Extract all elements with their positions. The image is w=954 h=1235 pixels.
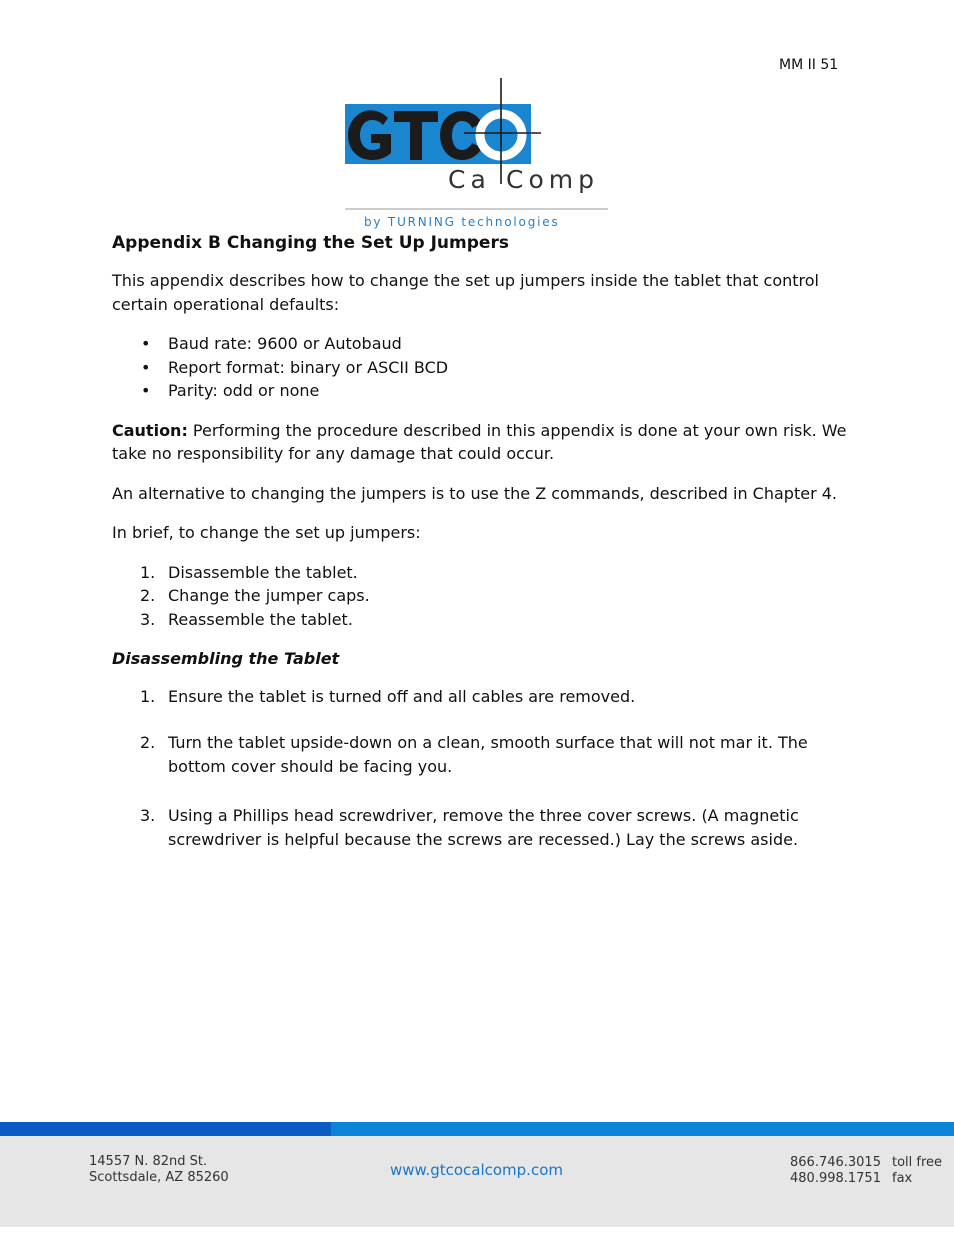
step-number: 1. (140, 686, 156, 706)
svg-text:by TURNING technologies: by TURNING technologies (364, 215, 560, 229)
tollfree-label: toll free (892, 1155, 943, 1170)
intro-paragraph: This appendix describes how to change the set up jumpers inside the tablet that control certain operational defaults: (112, 271, 819, 314)
list-item (140, 608, 852, 632)
logo-wordmark: Ca (448, 165, 491, 194)
disassembly-steps-list (112, 685, 852, 852)
footer-accent-bar-right (331, 1122, 954, 1136)
page-number: MM II 51 (779, 57, 839, 73)
alternative-paragraph: An alternative to changing the jumpers is to use the Z commands, described in Chapter 4. (112, 483, 837, 503)
footer-website-link[interactable]: www.gtcocalcomp.com (390, 1161, 563, 1179)
main-content (112, 231, 852, 874)
step-number: 3. (140, 609, 156, 629)
svg-text:Comp: Comp (506, 165, 599, 194)
step-number: 1. (140, 562, 156, 582)
footer-phones (790, 1155, 881, 1187)
defaults-list (112, 332, 852, 403)
step-text: Using a Phillips head screwdriver, remove the three cover screws. (A magnetic screwdriver is helpful because the screws are recessed.) Lay the screws aside. (168, 806, 799, 849)
footer-accent-bar-left (0, 1122, 331, 1136)
gtco-calcomp-logo (344, 78, 612, 230)
step-number: 3. (140, 806, 156, 825)
brief-steps-list (112, 561, 852, 632)
step-text: Reassemble the tablet. (168, 609, 353, 629)
subheading: Disassembling the Tablet (112, 649, 340, 668)
caution-text: Performing the procedure described in this appendix is done at your own risk. We take no responsibility for any damage that could occur. (112, 420, 847, 463)
list-item: • Parity: odd or none (168, 379, 852, 403)
step-text: Disassemble the tablet. (168, 562, 358, 582)
caution-paragraph (112, 419, 852, 466)
fax-label: fax (892, 1171, 913, 1186)
footer-address (89, 1154, 229, 1186)
list-item (140, 731, 852, 778)
list-item (140, 584, 852, 608)
list-item (140, 804, 852, 851)
section-title: Appendix B Changing the Set Up Jumpers (112, 233, 509, 253)
step-text: Turn the tablet upside-down on a clean, smooth surface that will not mar it. The bottom cover should be facing you. (168, 733, 808, 776)
address-line: Scottsdale, AZ 85260 (89, 1170, 229, 1185)
list-item: • Report format: binary or ASCII BCD (168, 356, 852, 380)
phone-tollfree: 866.746.3015 (790, 1155, 881, 1170)
step-text: Ensure the tablet is turned off and all cables are removed. (168, 686, 636, 706)
list-item (140, 685, 852, 709)
step-number: 2. (140, 586, 156, 605)
address-line: 14557 N. 82nd St. (89, 1154, 208, 1169)
list-item (140, 561, 852, 585)
caution-label: Caution: (112, 420, 188, 440)
footer-phone-labels (892, 1155, 942, 1187)
step-number: 2. (140, 733, 156, 752)
brief-paragraph: In brief, to change the set up jumpers: (112, 523, 421, 542)
step-text: Change the jumper caps. (168, 586, 370, 605)
list-item: • Baud rate: 9600 or Autobaud (168, 332, 852, 356)
phone-fax: 480.998.1751 (790, 1171, 881, 1186)
